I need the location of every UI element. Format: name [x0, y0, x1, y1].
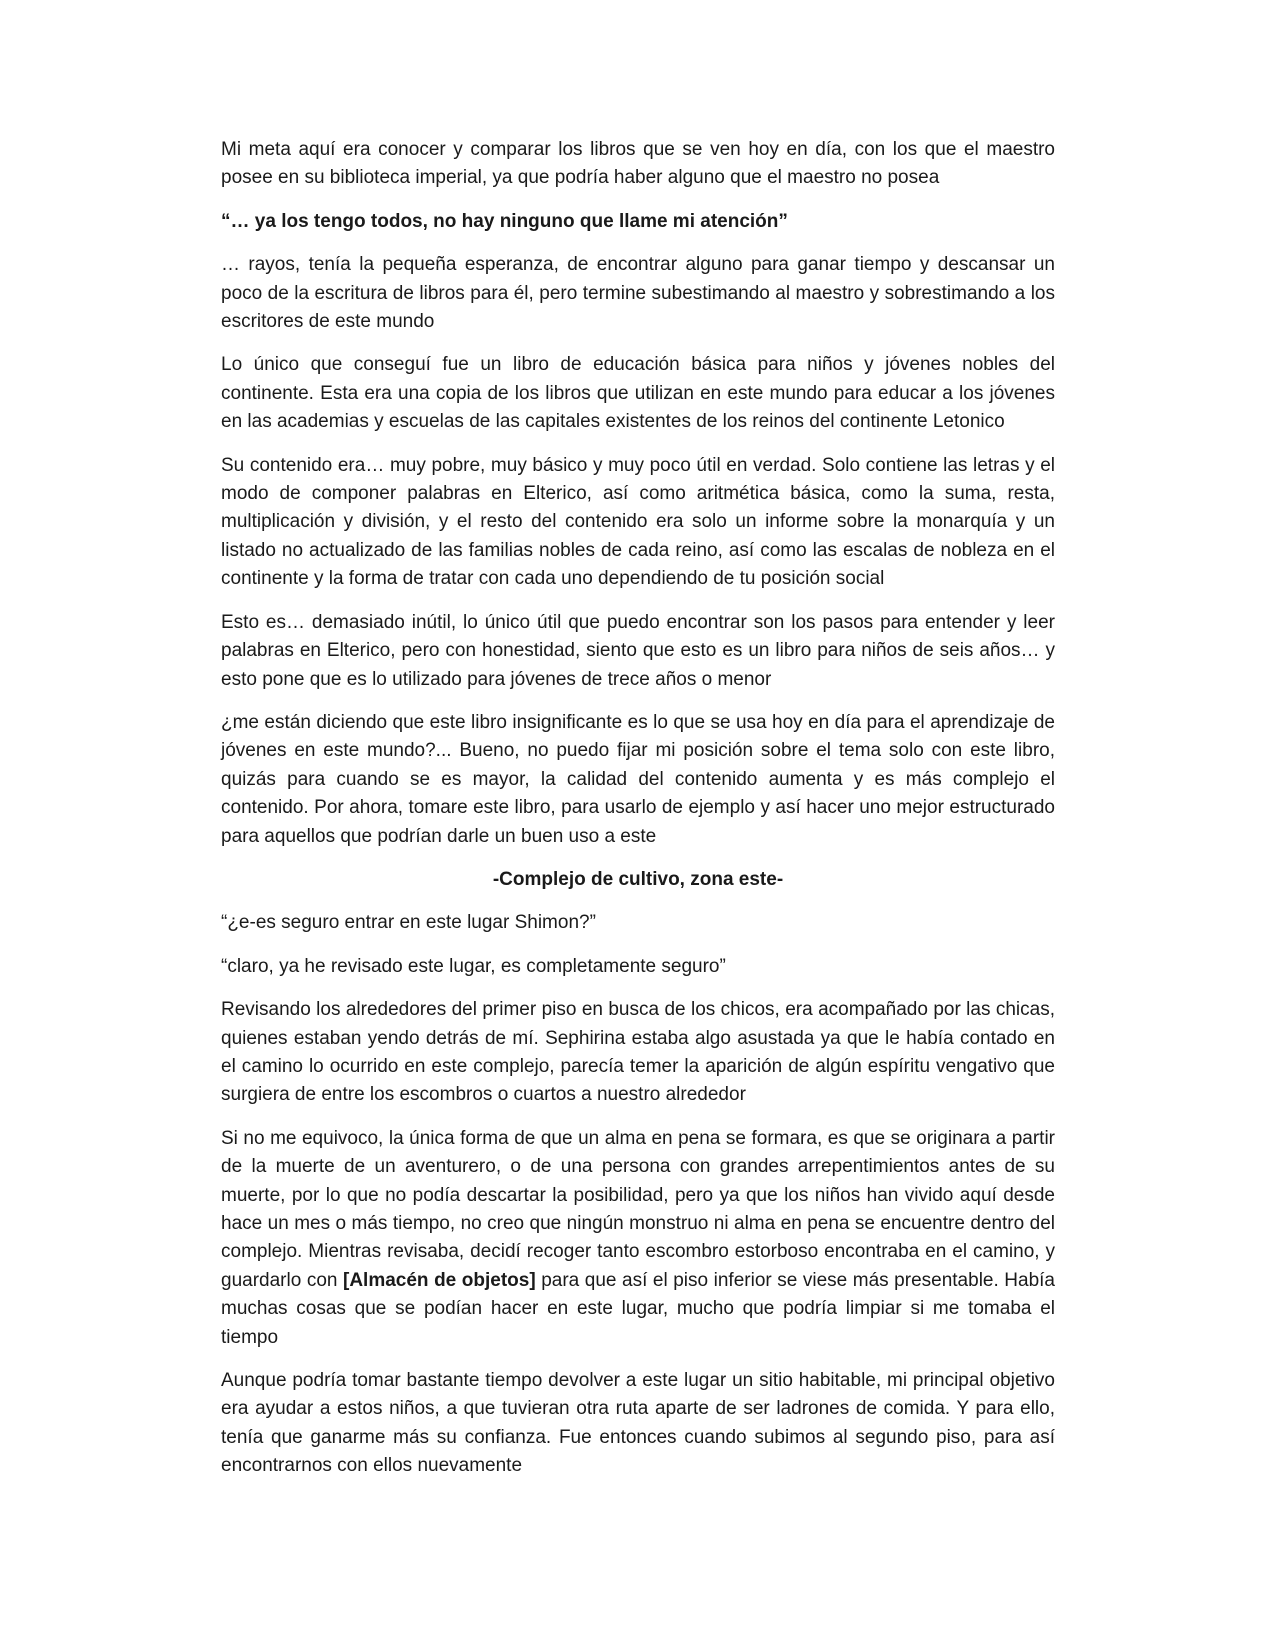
section-heading: -Complejo de cultivo, zona este-	[492, 868, 784, 890]
dialogue-question: “¿e-es seguro entrar en este lugar Shimon?”	[221, 912, 596, 934]
paragraph-7: ¿me están diciendo que este libro insignificante es lo que se usa hoy en día para el aprendizaje de jóvenes en este mundo?... Bueno, no puedo fijar mi posición sobre el tema solo con este libro, quizás para cuando se es mayor, la calidad del contenido aumenta y es más complejo el contenido. Por ahora, tomare este libro, para usarlo de ejemplo y así hacer uno mejor estructurado para aquellos que podrían darle un buen uso a este	[221, 711, 1055, 847]
paragraph-5: Su contenido era… muy pobre, muy básico y muy poco útil en verdad. Solo contiene las letras y el modo de componer palabras en Elterico, así como aritmética básica, como la suma, resta, multiplicación y división, y el resto del contenido era solo un informe sobre la monarquía y un listado no actualizado de las familias nobles de cada reino, así como las escalas de nobleza en el continente y la forma de tratar con cada uno dependiendo de tu posición social	[221, 454, 1055, 590]
paragraph-11	[221, 1125, 1055, 1352]
paragraph-1: Mi meta aquí era conocer y comparar los libros que se ven hoy en día, con los que el maestro posee en su biblioteca imperial, ya que podría haber alguno que el maestro no posea	[221, 139, 1055, 189]
paragraph-4: Lo único que conseguí fue un libro de educación básica para niños y jóvenes nobles del continente. Esta era una copia de los libros que utilizan en este mundo para educar a los jóvenes en las academias y escuelas de las capitales existentes de los reinos del continente Letonico	[221, 354, 1055, 433]
paragraph-10: Revisando los alrededores del primer piso en busca de los chicos, era acompañado por las chicas, quienes estaban yendo detrás de mí. Sephirina estaba algo asustada ya que le había contado en el camino lo ocurrido en este complejo, parecía temer la aparición de algún espíritu vengativo que surgiera de entre los escombros o cuartos a nuestro alrededor	[221, 999, 1055, 1106]
paragraph-6: Esto es… demasiado inútil, lo único útil que puedo encontrar son los pasos para entender y leer palabras en Elterico, pero con honestidad, siento que esto es un libro para niños de seis años… y esto pone que es lo utilizado para jóvenes de trece años o menor	[221, 611, 1055, 690]
paragraph-11-text-before: Si no me equivoco, la única forma de que un alma en pena se formara, es que se originara a partir de la muerte de un aventurero, o de una persona con grandes arrepentimientos antes de su muerte, por lo que no podía descartar la posibilidad, pero ya que los niños han vivido aquí desde hace un mes o más tiempo, no creo que ningún monstruo ni alma en pena se encuentre dentro del complejo. Mientras revisaba, decidí recoger tanto escombro estorboso encontraba en el camino, y guardarlo con	[221, 1127, 1055, 1291]
paragraph-11-text-after: para que así el piso inferior se viese más presentable. Había muchas cosas que se podían hacer en este lugar, mucho que podría limpiar si me tomaba el tiempo	[221, 1269, 1055, 1348]
body-text	[221, 136, 1055, 1496]
skill-name: [Almacén de objetos]	[343, 1269, 536, 1291]
dialogue-master: “… ya los tengo todos, no hay ninguno que llame mi atención”	[221, 210, 788, 232]
dialogue-answer: “claro, ya he revisado este lugar, es completamente seguro”	[221, 955, 726, 977]
paragraph-12: Aunque podría tomar bastante tiempo devolver a este lugar un sitio habitable, mi principal objetivo era ayudar a estos niños, a que tuvieran otra ruta aparte de ser ladrones de comida. Y para ello, tenía que ganarme más su confianza. Fue entonces cuando subimos al segundo piso, para así encontrarnos con ellos nuevamente	[221, 1370, 1055, 1477]
paragraph-3: … rayos, tenía la pequeña esperanza, de encontrar alguno para ganar tiempo y descansar un poco de la escritura de libros para él, pero termine subestimando al maestro y sobrestimando a los escritores de este mundo	[221, 254, 1055, 333]
